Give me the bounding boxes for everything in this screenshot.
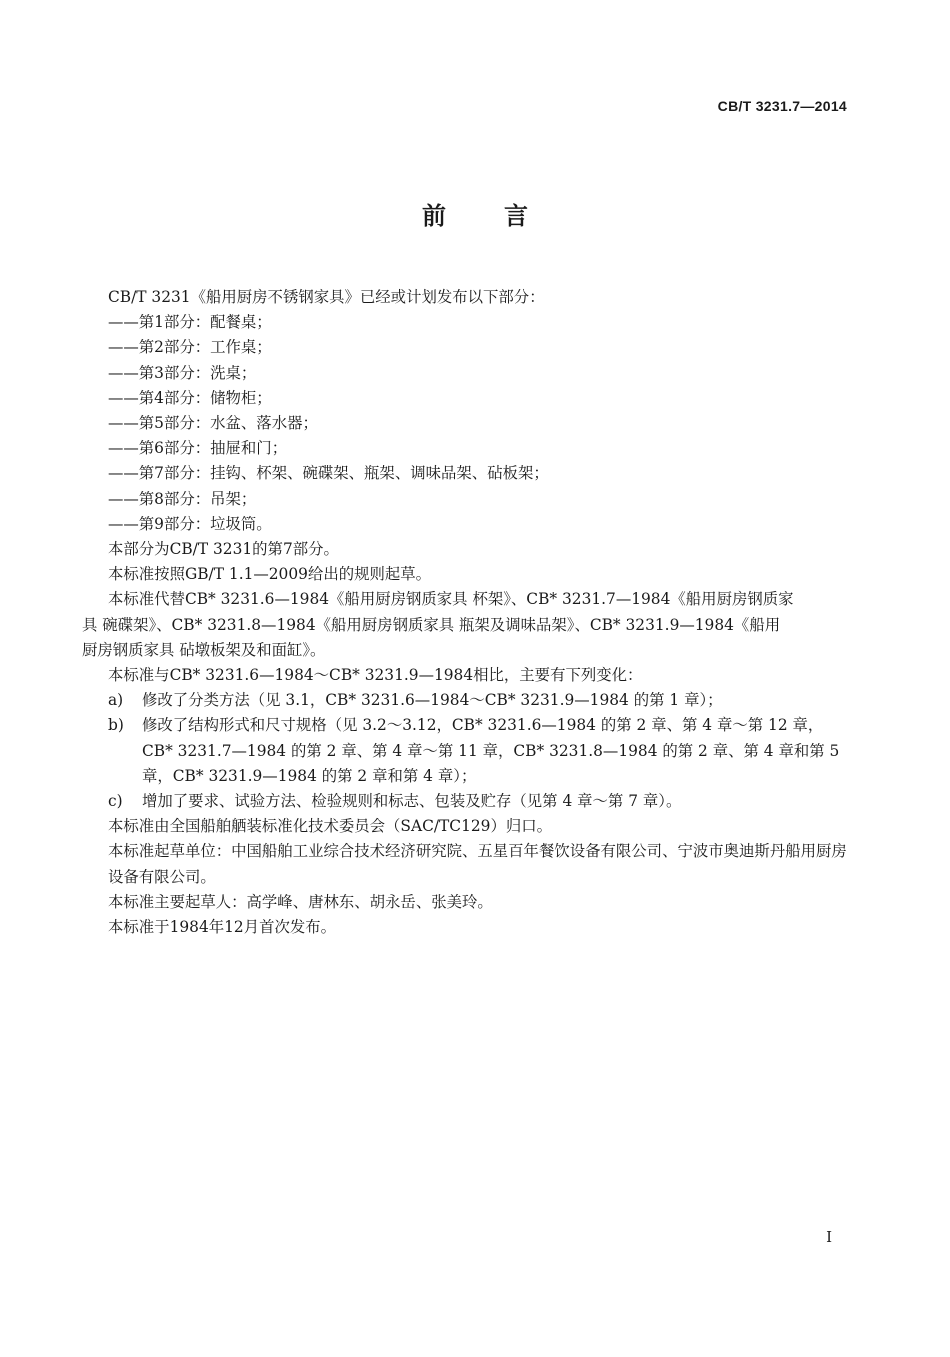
this-part-paragraph: 本部分为CB/T 3231的第7部分。 [108,540,339,559]
replaces-line-3: 厨房钢质家具 砧墩板架及和面缸》。 [82,640,326,659]
replaces-line-1: 本标准代替CB* 3231.6—1984《船用厨房钢质家具 杯架》、CB* 3231.7—1984《船用厨房钢质家 [108,590,794,609]
part-item: ——第1部分：配餐桌； [108,313,272,332]
part-item: ——第9部分：垃圾筒。 [108,514,272,533]
first-issue-paragraph: 本标准于1984年12月首次发布。 [108,918,337,937]
part-item: ——第2部分：工作桌； [108,338,272,357]
standard-code: CB/T 3231.7—2014 [717,98,847,114]
change-marker: a) [108,691,124,710]
change-text: 修改了分类方法（见 3.1，CB* 3231.6—1984～CB* 3231.9—1984 的第 1 章）； [142,691,723,710]
drafting-rule-paragraph: 本标准按照GB/T 1.1—2009给出的规则起草。 [108,565,432,584]
part-item: ——第7部分：挂钩、杯架、碗碟架、瓶架、调味品架、砧板架； [108,464,549,483]
change-marker: b) [108,716,124,735]
part-item: ——第4部分：储物柜； [108,388,272,407]
change-text: 修改了结构形式和尺寸规格（见 3.2～3.12，CB* 3231.6—1984 的第 2 章、第 4 章～第 12 章，CB* 3231.7—1984 的第 2 章、第 4 章～第 11 章，CB* 3231.8—1984 的第 2 章、第 4 章和第 5 章，CB* 3231.9—1984 的第 2 章和第 4 章）； [142,716,840,785]
page-number: I [826,1228,832,1246]
intro-paragraph: CB/T 3231《船用厨房不锈钢家具》已经或计划发布以下部分： [108,288,545,306]
page-title: 前言 [422,202,586,230]
change-marker: c) [108,792,123,811]
foreword-body [82,285,852,940]
part-item: ——第3部分：洗桌； [108,363,257,382]
committee-paragraph: 本标准由全国船舶舾装标准化技术委员会（SAC/TC129）归口。 [108,817,553,836]
drafters-paragraph: 本标准主要起草人：高学峰、唐林东、胡永岳、张美玲。 [108,892,493,911]
change-text: 增加了要求、试验方法、检验规则和标志、包装及贮存（见第 4 章～第 7 章）。 [142,792,682,811]
compare-intro-paragraph: 本标准与CB* 3231.6—1984～CB* 3231.9—1984相比，主要有下列变化： [108,666,643,685]
replaces-line-2: 具 碗碟架》、CB* 3231.8—1984《船用厨房钢质家具 瓶架及调味品架》、CB* 3231.9—1984《船用 [82,615,781,634]
part-item: ——第6部分：抽屉和门； [108,439,288,458]
change-item [82,789,852,814]
change-item [82,713,852,789]
drafting-units-paragraph: 本标准起草单位：中国船舶工业综合技术经济研究院、五星百年餐饮设备有限公司、宁波市奥迪斯丹船用厨房设备有限公司。 [108,842,847,886]
change-item [82,688,852,713]
part-item: ——第8部分：吊架； [108,489,257,508]
part-item: ——第5部分：水盆、落水器； [108,414,318,433]
